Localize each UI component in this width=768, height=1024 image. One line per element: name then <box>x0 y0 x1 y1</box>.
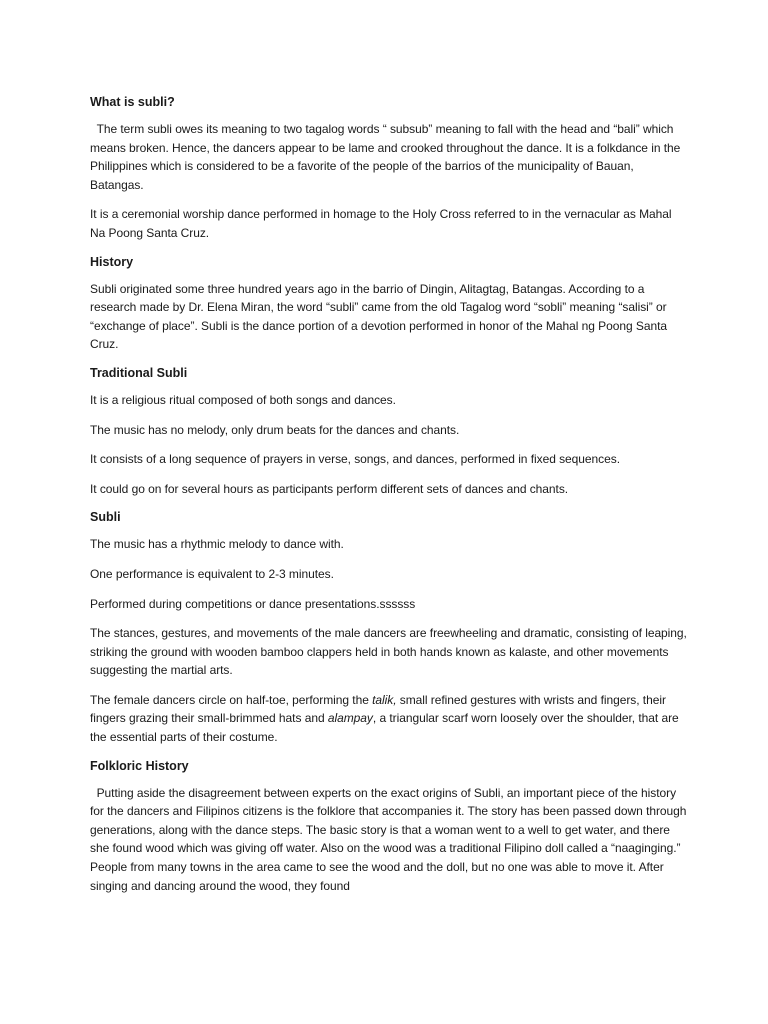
paragraph-several-hours: It could go on for several hours as participants perform different sets of dances and chants. <box>90 481 569 496</box>
heading-traditional-subli: Traditional Subli <box>90 365 188 380</box>
italic-talik: talik, <box>372 692 397 707</box>
paragraph-female-dancers <box>90 691 690 747</box>
italic-alampay: alampay <box>327 711 373 726</box>
heading-what-is-subli: What is subli? <box>90 95 175 109</box>
paragraph-performance-length: One performance is equivalent to 2-3 minutes. <box>90 566 334 581</box>
paragraph-rhythmic-melody: The music has a rhythmic melody to dance with. <box>90 537 344 552</box>
document-body <box>90 94 690 906</box>
heading-history: History <box>90 254 134 269</box>
paragraph-male-dancers: The stances, gestures, and movements of the male dancers are freewheeling and dramatic, consisting of leaping, striking the ground with wooden bamboo clappers held in both hands known as kalaste, and other movements suggesting the martial arts. <box>90 626 687 678</box>
paragraph-ceremonial-dance: It is a ceremonial worship dance performed in homage to the Holy Cross referred to in the vernacular as Mahal Na Poong Santa Cruz. <box>90 207 672 240</box>
paragraph-subli-meaning: The term subli owes its meaning to two tagalog words “ subsub” meaning to fall with the head and “bali” which means broken. Hence, the dancers appear to be lame and crooked throughout the dance. It is a folkdance in the Philippines which is considered to be a favorite of the people of the barrios of the municipality of Bauan, Batangas. <box>90 122 684 192</box>
paragraph-religious-ritual: It is a religious ritual composed of both songs and dances. <box>90 392 396 407</box>
paragraph-competitions: Performed during competitions or dance presentations.ssssss <box>90 596 416 611</box>
paragraph-history: Subli originated some three hundred years ago in the barrio of Dingin, Alitagtag, Batangas. According to a research made by Dr. Elena Miran, the word “subli” came from the old Tagalog word “sobli” meaning “salisi” or “exchange of place”. Subli is the dance portion of a devotion performed in honor of the Mahal ng Poong Santa Cruz. <box>90 281 667 352</box>
female-text-2: small refined gestures with wrists and fingers, their fingers grazing their small-brimmed hats and <box>90 692 666 726</box>
paragraph-folklore: Putting aside the disagreement between experts on the exact origins of Subli, an important piece of the history for the dancers and Filipinos citizens is the folklore that accompanies it. The story has been passed down through generations, along with the dance steps. The basic story is that a woman went to a well to get water, and there she found wood which was giving off water. Also on the wood was a traditional Filipino doll called a “naaginging.” People from many towns in the area came to see the wood and the doll, but no one was able to move it. After singing and dancing around the wood, they found <box>90 785 690 893</box>
heading-subli: Subli <box>90 510 121 525</box>
paragraph-long-sequence: It consists of a long sequence of prayers in verse, songs, and dances, performed in fixed sequences. <box>90 452 620 467</box>
female-text-3: , a triangular scarf worn loosely over the shoulder, that are the essential parts of their costume. <box>90 711 679 745</box>
female-text-1: The female dancers circle on half-toe, performing the <box>90 692 373 707</box>
heading-folkloric-history: Folkloric History <box>90 758 189 773</box>
paragraph-music-no-melody: The music has no melody, only drum beats for the dances and chants. <box>90 422 460 437</box>
